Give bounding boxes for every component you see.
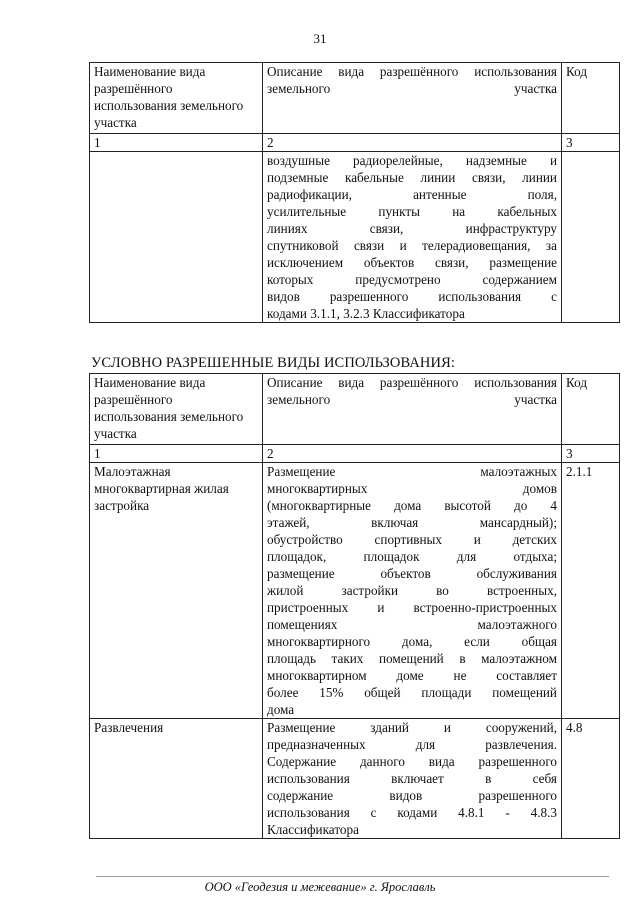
header-code: Код <box>562 374 620 445</box>
header-use-name: Наименование вида разрешённого использования земельного участка <box>90 63 263 134</box>
use-description-cell <box>263 152 562 323</box>
table-row <box>90 463 620 719</box>
conditional-use-table <box>89 373 620 839</box>
description-line: Размещение малоэтажных <box>267 464 557 479</box>
description-line: радиофикации, антенные поля, <box>267 187 557 202</box>
use-name-cell: Развлечения <box>90 719 263 839</box>
use-code-cell: 4.8 <box>562 719 620 839</box>
description-line: Классификатора <box>267 822 359 837</box>
use-name-cell: Малоэтажная многоквартирная жилая застройка <box>90 463 263 719</box>
description-line: жилой застройки во встроенных, <box>267 583 557 598</box>
description-line: использования включает в себя <box>267 771 557 786</box>
footer-divider <box>96 876 609 877</box>
table-row <box>90 152 620 323</box>
column-number: 2 <box>263 445 562 463</box>
description-line: спутниковой связи и телерадиовещания, за <box>267 238 557 253</box>
description-line: (многоквартирные дома высотой до 4 <box>267 498 557 513</box>
description-line: площадок, площадок для отдыха; <box>267 549 557 564</box>
description-line: многоквартирного дома, если общая <box>267 634 557 649</box>
column-number: 3 <box>562 445 620 463</box>
header-text: Описание вида разрешённого использования земельного участка <box>267 375 557 407</box>
description-line: обустройство спортивных и детских <box>267 532 557 547</box>
description-line: помещениях малоэтажного <box>267 617 557 632</box>
description-line: Размещение зданий и сооружений, <box>267 720 557 735</box>
description-line: размещение объектов обслуживания <box>267 566 557 581</box>
description-line: которых предусмотрено содержанием <box>267 272 557 287</box>
description-line: многоквартирных домов <box>267 481 557 496</box>
page-number: 31 <box>313 31 327 46</box>
use-description-cell <box>263 463 562 719</box>
column-number: 1 <box>90 445 263 463</box>
header-use-name: Наименование вида разрешённого использования земельного участка <box>90 374 263 445</box>
permitted-use-table <box>89 62 620 323</box>
table-header-row <box>90 63 620 134</box>
header-text: Описание вида разрешённого использования земельного участка <box>267 64 557 96</box>
description-line: использования с кодами 4.8.1 - 4.8.3 <box>267 805 557 820</box>
description-line: пристроенных и встроенно-пристроенных <box>267 600 557 615</box>
section-heading: УСЛОВНО РАЗРЕШЕННЫЕ ВИДЫ ИСПОЛЬЗОВАНИЯ: <box>91 355 455 371</box>
footer: ООО «Геодезия и межевание» г. Ярославль <box>204 880 436 894</box>
description-line: дома <box>267 702 295 717</box>
header-code: Код <box>562 63 620 134</box>
description-line: многоквартирном доме не составляет <box>267 668 557 683</box>
description-line: подземные кабельные линии связи, линии <box>267 170 557 185</box>
description-line: видов разрешенного использования с <box>267 289 557 304</box>
description-line: Содержание данного вида разрешенного <box>267 754 557 769</box>
header-use-description <box>263 374 562 445</box>
description-line: площадь таких помещений в малоэтажном <box>267 651 557 666</box>
use-code-cell: 2.1.1 <box>562 463 620 719</box>
column-number: 1 <box>90 134 263 152</box>
description-line: содержание видов разрешенного <box>267 788 557 803</box>
table-row <box>90 719 620 839</box>
column-number-row <box>90 445 620 463</box>
description-line: воздушные радиорелейные, надземные и <box>267 153 557 168</box>
table-header-row <box>90 374 620 445</box>
column-number: 3 <box>562 134 620 152</box>
use-name-cell <box>90 152 263 323</box>
description-line: усилительные пункты на кабельных <box>267 204 557 219</box>
column-number-row <box>90 134 620 152</box>
header-use-description <box>263 63 562 134</box>
description-line: исключением объектов связи, размещение <box>267 255 557 270</box>
description-line: предназначенных для развлечения. <box>267 737 557 752</box>
column-number: 2 <box>263 134 562 152</box>
description-line: линиях связи, инфраструктуру <box>267 221 557 236</box>
description-line: этажей, включая мансардный); <box>267 515 557 530</box>
description-line: более 15% общей площади помещений <box>267 685 557 700</box>
use-description-cell <box>263 719 562 839</box>
description-line: кодами 3.1.1, 3.2.3 Классификатора <box>267 306 465 321</box>
use-code-cell <box>562 152 620 323</box>
